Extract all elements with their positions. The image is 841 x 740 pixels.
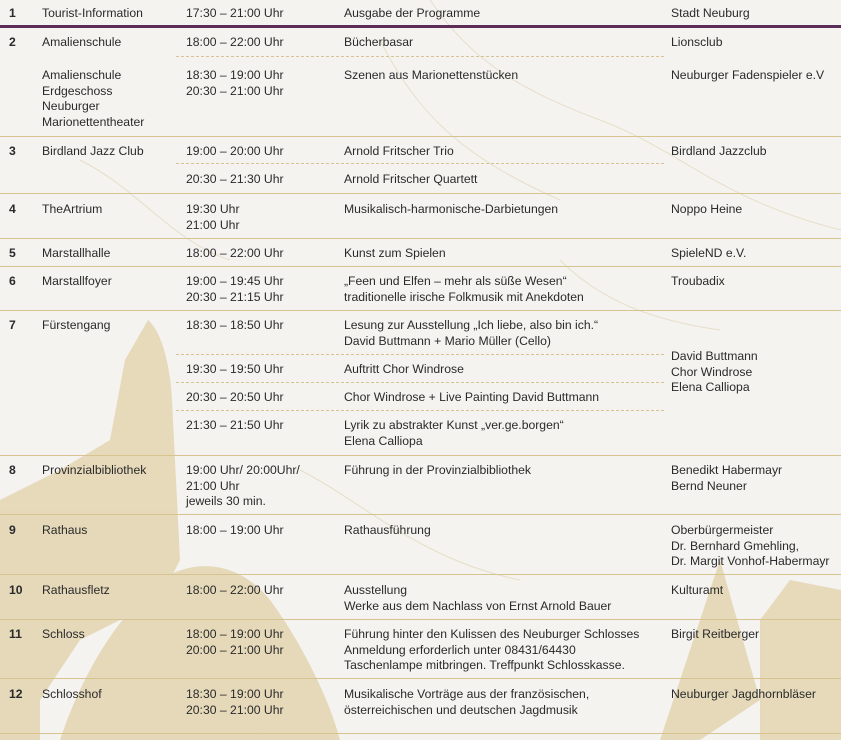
time-slot: 17:30 – 21:00 Uhr [186, 6, 284, 20]
program-description: Lyrik zu abstrakter Kunst „ver.ge.borgen“ Elena Calliopa [344, 418, 564, 448]
row-divider [0, 619, 841, 620]
row-number: 12 [9, 687, 23, 701]
row-number: 7 [9, 318, 16, 332]
location: Schloss [42, 627, 85, 641]
time-slot: 19:00 – 20:00 Uhr [186, 144, 284, 158]
time-slot: 19:30 – 19:50 Uhr [186, 362, 284, 376]
location: Marstallfoyer [42, 274, 112, 288]
row-divider [0, 193, 841, 194]
time-slot: 18:00 – 22:00 Uhr [186, 583, 284, 597]
location: TheArtrium [42, 202, 103, 216]
location: Amalienschule Erdgeschoss Neuburger Marionettentheater [42, 68, 145, 129]
program-description: Führung in der Provinzialbibliothek [344, 463, 531, 477]
location: Tourist-Information [42, 6, 143, 20]
time-slot: 21:30 – 21:50 Uhr [186, 418, 284, 432]
row-divider [0, 455, 841, 456]
location: Rathausfletz [42, 583, 110, 597]
program-description: Chor Windrose + Live Painting David Buttmann [344, 390, 600, 404]
location: Schlosshof [42, 687, 102, 701]
row-number: 2 [9, 35, 16, 49]
time-slot: 18:30 – 19:00 Uhr 20:30 – 21:00 Uhr [186, 68, 284, 98]
program-description: Arnold Fritscher Trio [344, 144, 454, 158]
organizer: Noppo Heine [671, 202, 743, 216]
time-slot: 18:00 – 22:00 Uhr [186, 35, 284, 49]
row-divider [0, 238, 841, 239]
location: Provinzialbibliothek [42, 463, 147, 477]
row-number: 1 [9, 6, 16, 20]
organizer: Birgit Reitberger [671, 627, 760, 641]
program-description: Arnold Fritscher Quartett [344, 172, 478, 186]
program-description: Bücherbasar [344, 35, 414, 49]
organizer: Birdland Jazzclub [671, 144, 767, 158]
organizer: David Buttmann Chor Windrose Elena Calliopa [671, 349, 758, 395]
header-rule [0, 25, 841, 28]
time-slot: 18:00 – 19:00 Uhr 20:00 – 21:00 Uhr [186, 627, 284, 657]
time-slot: 19:00 – 19:45 Uhr 20:30 – 21:15 Uhr [186, 274, 284, 304]
program-description: „Feen und Elfen – mehr als süße Wesen“ traditionelle irische Folkmusik mit Anekdoten [344, 274, 584, 304]
time-slot: 19:30 Uhr 21:00 Uhr [186, 202, 240, 232]
row-number: 10 [9, 583, 23, 597]
time-slot: 18:00 – 22:00 Uhr [186, 246, 284, 260]
program-description: Szenen aus Marionettenstücken [344, 68, 519, 82]
program-description: Auftritt Chor Windrose [344, 362, 464, 376]
row-number: 8 [9, 463, 16, 477]
row-divider [0, 266, 841, 267]
organizer: Lionsclub [671, 35, 723, 49]
row-number: 5 [9, 246, 16, 260]
row-divider [0, 733, 841, 734]
organizer: Troubadix [671, 274, 725, 288]
organizer: Benedikt Habermayr Bernd Neuner [671, 463, 783, 493]
row-number: 11 [9, 627, 22, 641]
organizer: Neuburger Jagdhornbläser [671, 687, 816, 701]
row-number: 6 [9, 274, 16, 288]
location: Fürstengang [42, 318, 111, 332]
slot-divider [176, 163, 664, 164]
time-slot: 18:30 – 18:50 Uhr [186, 318, 284, 332]
slot-divider [176, 410, 664, 411]
slot-divider [176, 382, 664, 383]
location: Marstallhalle [42, 246, 111, 260]
time-slot: 20:30 – 20:50 Uhr [186, 390, 284, 404]
organizer: SpieleND e.V. [671, 246, 747, 260]
time-slot: 18:00 – 19:00 Uhr [186, 523, 284, 537]
location: Rathaus [42, 523, 88, 537]
program-description: Lesung zur Ausstellung „Ich liebe, also bin ich.“ David Buttmann + Mario Müller (Cello) [344, 318, 599, 348]
organizer: Kulturamt [671, 583, 724, 597]
time-slot: 19:00 Uhr/ 20:00Uhr/ 21:00 Uhr jeweils 30 min. [186, 463, 300, 509]
organizer: Oberbürgermeister Dr. Bernhard Gmehling, Dr. Margit Vonhof-Habermayr [671, 523, 830, 569]
row-number: 9 [9, 523, 16, 537]
slot-divider [176, 56, 664, 57]
location: Amalienschule [42, 35, 122, 49]
organizer: Neuburger Fadenspieler e.V [671, 68, 825, 82]
program-description: Rathausführung [344, 523, 431, 537]
program-description: Musikalisch-harmonische-Darbietungen [344, 202, 559, 216]
row-divider [0, 678, 841, 679]
program-description: Musikalische Vorträge aus der französischen, österreichischen und deutschen Jagdmusik [344, 687, 590, 717]
row-divider [0, 310, 841, 311]
time-slot: 18:30 – 19:00 Uhr 20:30 – 21:00 Uhr [186, 687, 284, 717]
program-description: Ausgabe der Programme [344, 6, 481, 20]
program-description: Kunst zum Spielen [344, 246, 446, 260]
time-slot: 20:30 – 21:30 Uhr [186, 172, 284, 186]
row-divider [0, 574, 841, 575]
row-number: 4 [9, 202, 16, 216]
program-description: Führung hinter den Kulissen des Neuburger Schlosses Anmeldung erforderlich unter 08431/64430 Taschenlampe mitbringen. Treffpunkt Schlosskasse. [344, 627, 640, 673]
location: Birdland Jazz Club [42, 144, 144, 158]
row-divider [0, 514, 841, 515]
slot-divider [176, 354, 664, 355]
organizer: Stadt Neuburg [671, 6, 750, 20]
program-description: Ausstellung Werke aus dem Nachlass von Ernst Arnold Bauer [344, 583, 612, 613]
row-divider [0, 136, 841, 137]
row-number: 3 [9, 144, 16, 158]
